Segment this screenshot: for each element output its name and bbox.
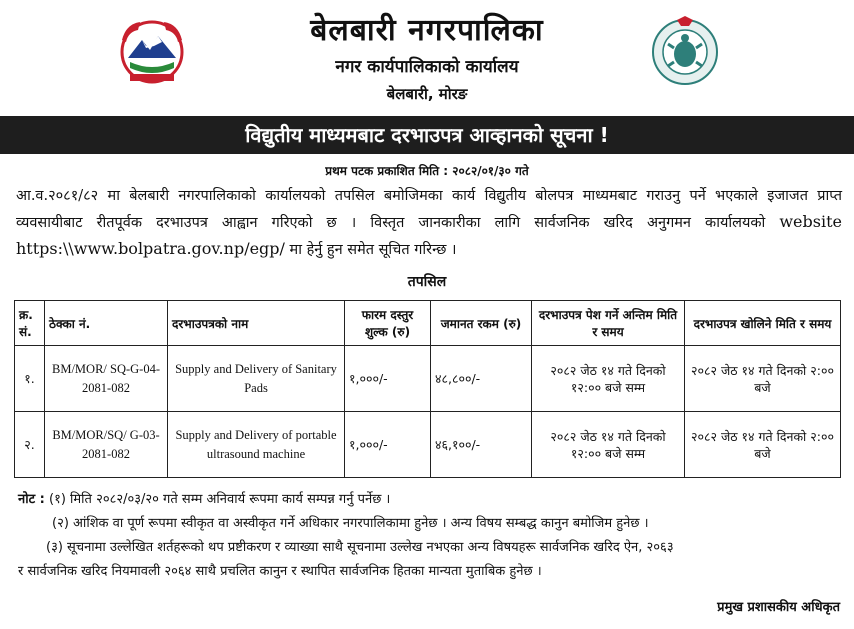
table-row: [15, 346, 841, 412]
intro-text: आ.व.२०८१/८२ मा बेलबारी नगरपालिकाको कार्यालयको तपसिल बमोजिमका कार्य विद्युतीय बोलपत्र माध्यमबाट गराउनु पर्ने भएकाले इजाजत प्राप्त व्यवसायीबाट रीतपूर्वक दरभाउपत्र आह्वान गरिएको छ । विस्तृत जानकारीका लागि सार्वजनिक खरिद अनुगमन कार्यालयको: [16, 188, 842, 231]
row-opening-date: २०८२ जेठ १४ गते दिनको २:०० बजे: [685, 346, 841, 412]
office-location: बेलबारी, मोरङ: [386, 85, 468, 103]
schedule-heading: तपसिल: [407, 274, 447, 290]
letterhead: [0, 0, 854, 114]
website-link[interactable]: website https:\\www.bolpatra.gov.np/egp/: [16, 212, 842, 258]
published-date: प्रथम पटक प्रकाशित मिति : २०८२/०१/३० गते: [325, 164, 529, 178]
header-submit-deadline: दरभाउपत्र पेश गर्ने अन्तिम मिति र समय: [532, 301, 685, 346]
header-code: ठेक्का नं.: [45, 301, 168, 346]
header-deposit: जमानत रकम (रु): [431, 301, 532, 346]
header-opening-date: दरभाउपत्र खोलिने मिति र समय: [685, 301, 841, 346]
notes-label: नोट :: [18, 492, 45, 507]
note-3a: (३) सूचनामा उल्लेखित शर्तहरूको थप प्रष्टीकरण र व्याख्या साथै सूचनामा उल्लेख नभएका अन्य विषयहरू सार्वजनिक खरिद ऐन, २०६३: [46, 540, 674, 555]
intro-paragraph: [16, 184, 842, 263]
table-row: [15, 412, 841, 478]
signatory-title: प्रमुख प्रशासकीय अधिकृत: [717, 600, 840, 615]
row-submit-deadline: २०८२ जेठ १४ गते दिनको १२:०० बजे सम्म: [532, 412, 685, 478]
header-fee: फारम दस्तुर शुल्क (रु): [345, 301, 431, 346]
header-name: दरभाउपत्रको नाम: [168, 301, 345, 346]
note-1: [18, 488, 844, 512]
table-header-row: [15, 301, 841, 346]
municipality-title: बेलबारी नगरपालिका: [310, 13, 544, 48]
row-sn: १.: [15, 346, 45, 412]
notes-section: [18, 488, 844, 584]
notice-banner: विद्युतीय माध्यमबाट दरभाउपत्र आव्हानको सूचना !: [0, 116, 854, 154]
office-subtitle: नगर कार्यपालिकाको कार्यालय: [335, 57, 519, 77]
row-sn: २.: [15, 412, 45, 478]
intro-suffix: मा हेर्नु हुन समेत सूचित गरिन्छ ।: [284, 242, 457, 258]
row-code: BM/MOR/ SQ-G-04-2081-082: [45, 346, 168, 412]
row-name: Supply and Delivery of Sanitary Pads: [168, 346, 345, 412]
tender-table: [14, 300, 841, 478]
municipality-seal-icon: [650, 14, 720, 86]
row-opening-date: २०८२ जेठ १४ गते दिनको २:०० बजे: [685, 412, 841, 478]
row-code: BM/MOR/SQ/ G-03-2081-082: [45, 412, 168, 478]
note-2: (२) आंशिक वा पूर्ण रूपमा स्वीकृत वा अस्वीकृत गर्ने अधिकार नगरपालिकामा हुनेछ । अन्य विषय सम्बद्ध कानुन बमोजिम हुनेछ ।: [52, 516, 649, 531]
row-deposit: ४६,१००/-: [431, 412, 532, 478]
row-fee: १,०००/-: [345, 346, 431, 412]
row-name: Supply and Delivery of portable ultrasound machine: [168, 412, 345, 478]
note-3b: र सार्वजनिक खरिद नियमावली २०६४ साथै प्रचलित कानुन र स्थापित सार्वजनिक हितका मान्यता मुताबिक हुनेछ ।: [18, 564, 542, 579]
row-submit-deadline: २०८२ जेठ १४ गते दिनको १२:०० बजे सम्म: [532, 346, 685, 412]
row-fee: १,०००/-: [345, 412, 431, 478]
row-deposit: ४८,८००/-: [431, 346, 532, 412]
note-1-text: (१) मिति २०८२/०३/२० गते सम्म अनिवार्य रूपमा कार्य सम्पन्न गर्नु पर्नेछ ।: [49, 492, 391, 507]
header-sn: क्र. सं.: [15, 301, 45, 346]
